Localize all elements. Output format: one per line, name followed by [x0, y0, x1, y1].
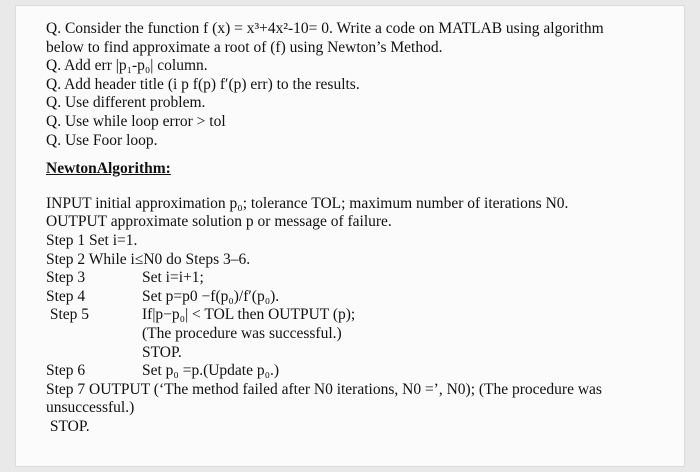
- step-text: If|p−p₀| < TOL then OUTPUT (p);: [142, 306, 356, 324]
- step-5: [46, 306, 676, 325]
- question-line: below to find approximate a root of (f) using Newton’s Method.: [46, 38, 443, 56]
- step-1: Step 1 Set i=1.: [46, 231, 138, 249]
- document-content: [46, 20, 676, 436]
- question-line: Q. Use different problem.: [46, 94, 206, 112]
- algorithm-heading: NewtonAlgorithm:: [46, 160, 171, 178]
- step-3: [46, 269, 676, 288]
- question-line: Q. Consider the function f (x) = x³+4x²-10= 0. Write a code on MATLAB using algorithm: [46, 20, 604, 37]
- step-4: [46, 288, 676, 307]
- step-text: Set i=i+1;: [142, 269, 204, 287]
- step-label: Step 4: [46, 287, 86, 305]
- step-label: Step 5: [46, 306, 90, 324]
- step-5-note: (The procedure was successful.): [142, 324, 342, 342]
- step-7: Step 7 OUTPUT (‘The method failed after N0 iterations, N0 =’, N0); (The procedure was unsuccessful.): [46, 380, 602, 417]
- question-line: Q. Use while loop error > tol: [46, 112, 226, 130]
- algorithm-input: INPUT initial approximation p₀; tolerance TOL; maximum number of iterations N0.: [46, 194, 569, 212]
- step-text: Set p=p0 −f(p₀)/f′(p₀).: [142, 287, 280, 305]
- final-stop: STOP.: [46, 417, 90, 435]
- step-label: Step 3: [46, 269, 86, 287]
- step-text: Set p₀ =p.(Update p₀.): [142, 362, 280, 380]
- question-line: Q. Add header title (i p f(p) f′(p) err) to the results.: [46, 75, 360, 93]
- step-label: Step 6: [46, 362, 86, 380]
- step-5-stop: STOP.: [142, 343, 182, 361]
- step-2: Step 2 While i≤N0 do Steps 3–6.: [46, 250, 251, 268]
- question-line: Q. Add err |p₁-p₀| column.: [46, 57, 208, 75]
- document-page: [16, 6, 684, 466]
- question-line: Q. Use Foor loop.: [46, 131, 158, 149]
- step-6: [46, 362, 676, 381]
- algorithm-output: OUTPUT approximate solution p or message of failure.: [46, 213, 392, 231]
